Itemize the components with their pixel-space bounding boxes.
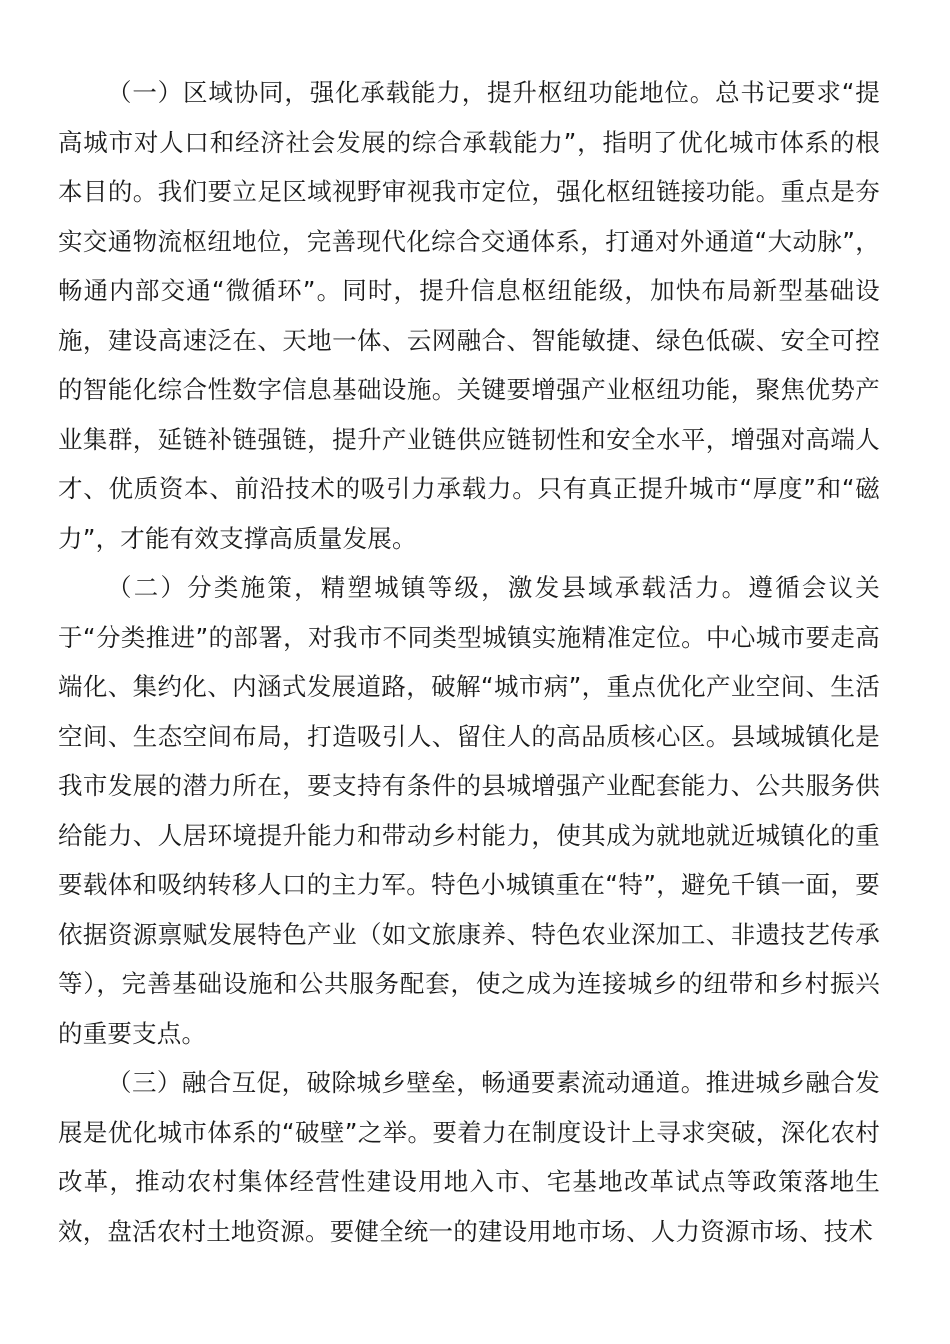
paragraph-section-1: （一）区域协同，强化承载能力，提升枢纽功能地位。总书记要求“提高城市对人口和经济社会发展的综合承载能力”，指明了优化城市体系的根本目的。我们要立足区域视野审视我市定位，强化枢纽链接功能。重点是夯实交通物流枢纽地位，完善现代化综合交通体系，打通对外通道“大动脉”，畅通内部交通“微循环”。同时，提升信息枢纽能级，加快布局新型基础设施，建设高速泛在、天地一体、云网融合、智能敏捷、绿色低碳、安全可控的智能化综合性数字信息基础设施。关键要增强产业枢纽功能，聚焦优势产业集群，延链补链强链，提升产业链供应链韧性和安全水平，增强对高端人才、优质资本、前沿技术的吸引力承载力。只有真正提升城市“厚度”和“磁力”，才能有效支撑高质量发展。 [58,78,880,553]
paragraph-section-2: （二）分类施策，精塑城镇等级，激发县域承载活力。遵循会议关于“分类推进”的部署，对我市不同类型城镇实施精准定位。中心城市要走高端化、集约化、内涵式发展道路，破解“城市病”，重点优化产业空间、生活空间、生态空间布局，打造吸引人、留住人的高品质核心区。县域城镇化是我市发展的潜力所在，要支持有条件的县城增强产业配套能力、公共服务供给能力、人居环境提升能力和带动乡村能力，使其成为就地就近城镇化的重要载体和吸纳转移人口的主力军。特色小城镇重在“特”，避免千镇一面，要依据资源禀赋发展特色产业（如文旅康养、特色农业深加工、非遗技艺传承等），完善基础设施和公共服务配套，使之成为连接城乡的纽带和乡村振兴的重要支点。 [58,573,880,1048]
document-body [58,68,880,1256]
paragraph-section-3: （三）融合互促，破除城乡壁垒，畅通要素流动通道。推进城乡融合发展是优化城市体系的“破壁”之举。要着力在制度设计上寻求突破，深化农村改革，推动农村集体经营性建设用地入市、宅基地改革试点等政策落地生效，盘活农村土地资源。要健全统一的建设用地市场、人力资源市场、技术 [58,1068,880,1246]
